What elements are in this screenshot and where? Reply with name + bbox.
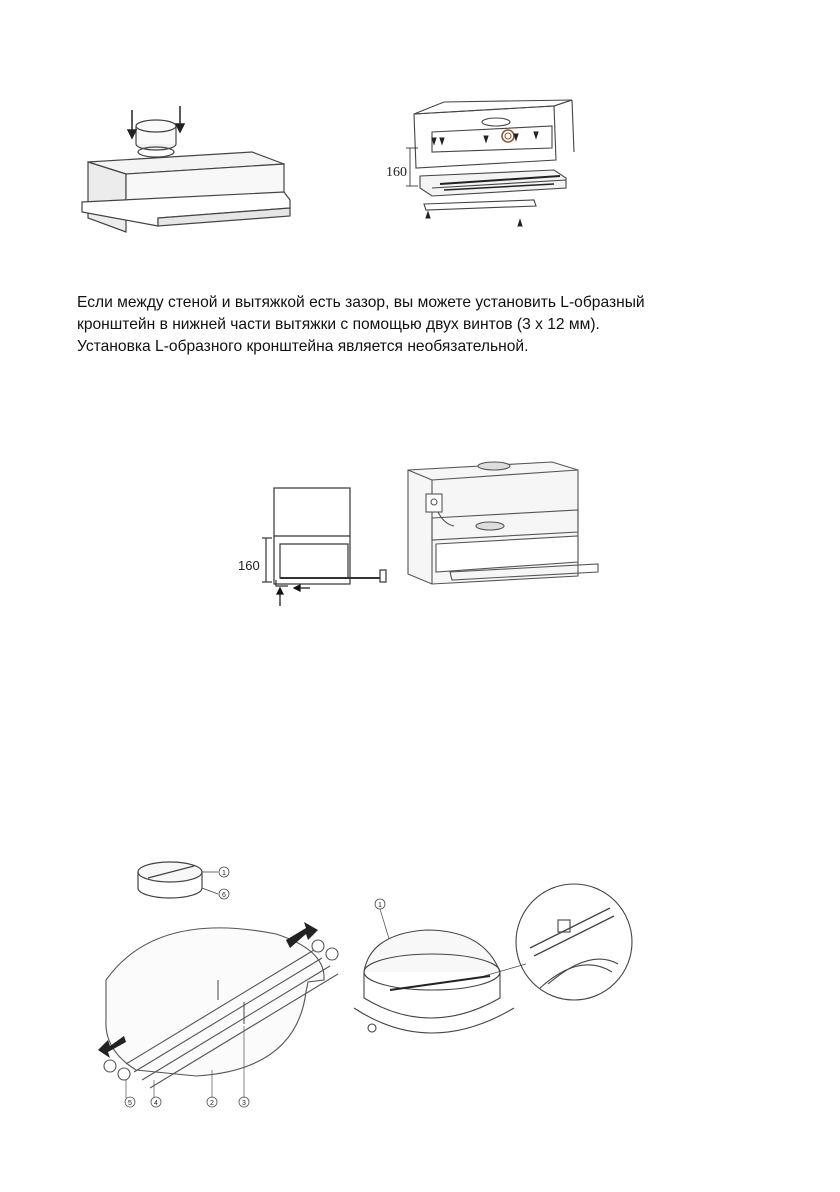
figure-cabinet-installation [384, 96, 584, 236]
instruction-line-1: Если между стеной и вытяжкой есть зазор, вы можете установить L-образный [77, 294, 645, 311]
figure-hood-duct-adapter [72, 104, 312, 244]
figure-l-bracket-section [236, 482, 396, 612]
filter-mounted-illustration [350, 868, 640, 1068]
figure-cabinet-socket [402, 452, 602, 602]
callout-6: 6 [222, 892, 226, 899]
callout-3: 3 [242, 1100, 246, 1107]
hood-duct-illustration [72, 104, 312, 244]
dimension-label-160: 160 [238, 558, 260, 573]
instruction-line-3: Установка L-образного кронштейна является необязательной. [77, 338, 529, 355]
cabinet-socket-illustration [402, 452, 602, 602]
figure-filter-mounted [350, 868, 640, 1068]
filter-rods-illustration [96, 920, 356, 1110]
instruction-text [77, 292, 767, 358]
figure-carbon-filter [130, 856, 250, 916]
cabinet-installation-illustration [384, 96, 584, 236]
callout-2: 2 [210, 1100, 214, 1107]
arrow-icons [277, 585, 310, 606]
callout-1: 1 [378, 902, 382, 909]
callout-5: 5 [128, 1100, 132, 1107]
callout-4: 4 [154, 1100, 158, 1107]
callout-1: 1 [222, 870, 226, 877]
dimension-label-160: 160 [386, 165, 407, 180]
instruction-line-2: кронштейн в нижней части вытяжки с помощью двух винтов (3 x 12 мм). [77, 316, 600, 333]
l-bracket-section-illustration [236, 482, 396, 612]
carbon-filter-illustration [130, 856, 250, 916]
figure-filter-rods [96, 920, 356, 1110]
